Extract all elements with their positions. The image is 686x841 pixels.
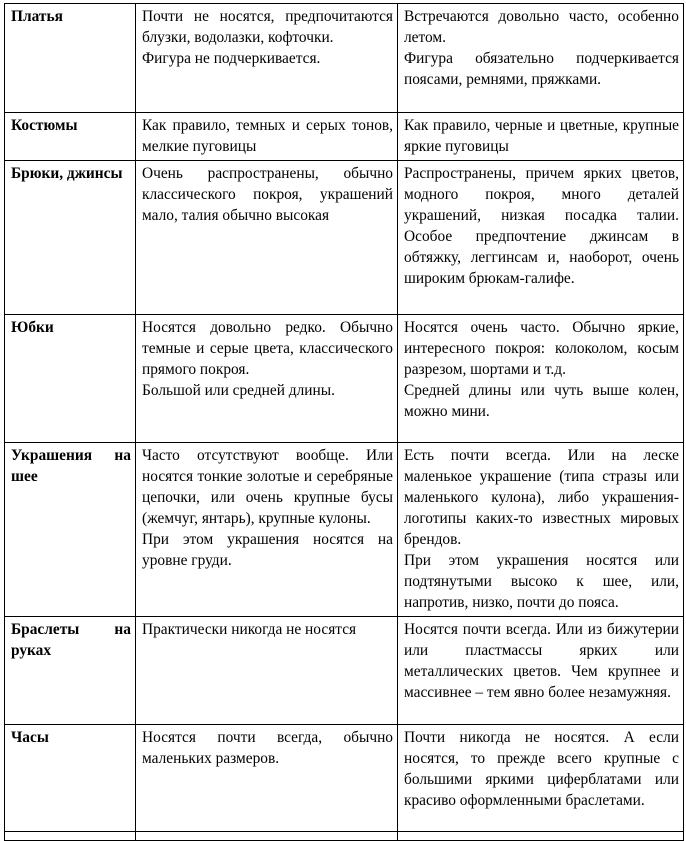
cell-paragraph: Большой или средней длины. — [142, 382, 335, 399]
married-cell — [136, 161, 398, 315]
cell-paragraph: Фигура обязательно подчеркивается поясами, ремнями, пряжками. — [404, 50, 679, 88]
row-category: Брюки, джинсы — [5, 161, 136, 315]
row-category: Браслеты на руках — [5, 617, 136, 725]
married-cell — [136, 725, 398, 832]
table-row — [5, 4, 684, 113]
cell-paragraph: При этом украшения носятся на уровне груди. — [142, 531, 393, 569]
table-row — [5, 315, 684, 443]
married-cell — [136, 4, 398, 113]
cell-paragraph: Почти не носятся, предпочитаются блузки, водолазки, кофточки. — [142, 8, 393, 46]
married-cell — [136, 443, 398, 617]
cell-paragraph: Есть почти всегда. Или на леске маленькое украшение (типа стразы или маленького кулона), либо украшения-логотипы каких-то известных мировых брендов. — [404, 447, 679, 548]
comparison-table — [4, 3, 684, 841]
empty-cell — [5, 832, 136, 841]
table-row — [5, 443, 684, 617]
unmarried-cell — [398, 161, 684, 315]
married-cell — [136, 113, 398, 161]
unmarried-cell — [398, 617, 684, 725]
married-cell — [136, 315, 398, 443]
table-row-partial — [5, 832, 684, 841]
table-row — [5, 617, 684, 725]
cell-paragraph: Практически никогда не носятся — [142, 621, 357, 638]
cell-paragraph: Средней длины или чуть выше колен, можно мини. — [404, 382, 679, 420]
row-category: Платья — [5, 4, 136, 113]
cell-paragraph: Носятся очень часто. Обычно яркие, интересного покроя: колоколом, косым разрезом, шортами и т.д. — [404, 319, 679, 378]
cell-paragraph: Встречаются довольно часто, особенно летом. — [404, 8, 679, 46]
table-row — [5, 161, 684, 315]
cell-paragraph: Распространены, причем ярких цветов, модного покроя, много деталей украшений, низкая посадка талии. Особое предпочтение джинсам в обтяжку, леггинсам и, наоборот, очень широким брюкам-галифе. — [404, 165, 679, 287]
cell-paragraph: Фигура не подчеркивается. — [142, 50, 321, 67]
row-category: Украшения на шее — [5, 443, 136, 617]
cell-paragraph: Почти никогда не носятся. А если носятся, то прежде всего крупные с большими яркими циферблатами или красиво оформленными браслетами. — [404, 729, 679, 809]
empty-cell — [398, 832, 684, 841]
married-cell — [136, 617, 398, 725]
row-category: Часы — [5, 725, 136, 832]
unmarried-cell — [398, 315, 684, 443]
unmarried-cell — [398, 443, 684, 617]
cell-paragraph: Часто отсутствуют вообще. Или носятся тонкие золотые и серебряные цепочки, или очень крупные бусы (жемчуг, янтарь), крупные кулоны. — [142, 447, 393, 527]
unmarried-cell — [398, 113, 684, 161]
cell-paragraph: Носятся почти всегда, обычно маленьких размеров. — [142, 729, 393, 767]
row-category: Костюмы — [5, 113, 136, 161]
cell-paragraph: Носятся почти всегда. Или из бижутерии или пластмассы ярких или металлических цветов. Чем крупнее и массивнее – тем явно более незамужняя. — [404, 621, 679, 701]
cell-paragraph: При этом украшения носятся или подтянутыми высоко к шее, или, напротив, низко, почти до пояса. — [404, 552, 679, 611]
row-category: Юбки — [5, 315, 136, 443]
empty-cell — [136, 832, 398, 841]
table-row — [5, 725, 684, 832]
unmarried-cell — [398, 4, 684, 113]
cell-paragraph: Носятся довольно редко. Обычно темные и серые цвета, классического прямого покроя. — [142, 319, 393, 378]
cell-paragraph: Очень распространены, обычно классического покроя, украшений мало, талия обычно высокая — [142, 165, 393, 224]
cell-paragraph: Как правило, черные и цветные, крупные яркие пуговицы — [404, 117, 679, 155]
unmarried-cell — [398, 725, 684, 832]
table-row — [5, 113, 684, 161]
cell-paragraph: Как правило, темных и серых тонов, мелкие пуговицы — [142, 117, 393, 155]
